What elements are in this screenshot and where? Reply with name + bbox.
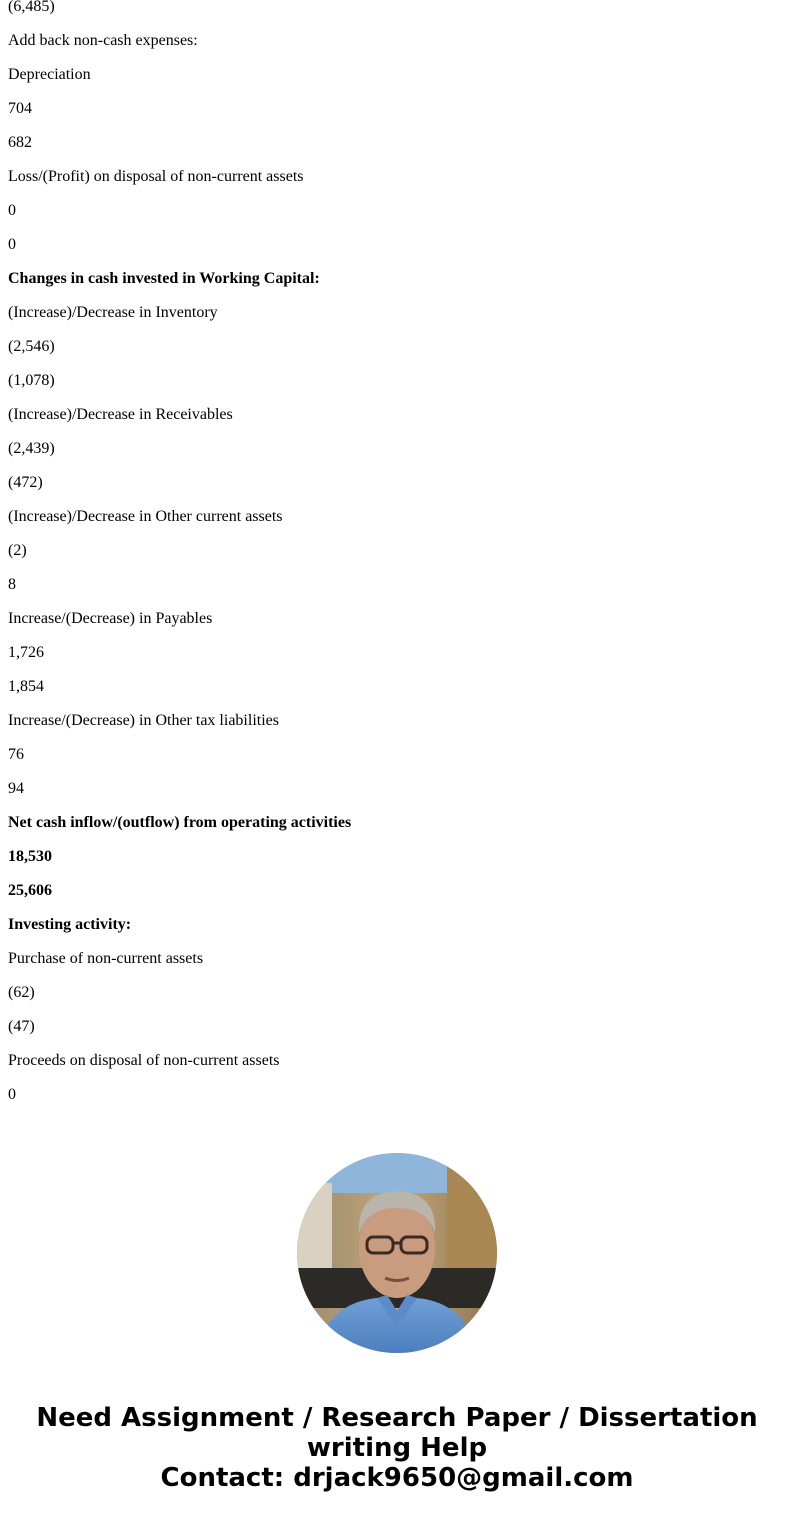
doc-line-19: Increase/(Decrease) in Payables: [8, 610, 213, 627]
cash-flow-document: [8, 0, 788, 1114]
doc-line-8: 0: [8, 236, 16, 253]
avatar-portrait-image: [297, 1153, 497, 1353]
promo-contact-email: Contact: drjack9650@gmail.com: [160, 1463, 634, 1493]
doc-line-24: 94: [8, 780, 24, 797]
doc-line-22: Increase/(Decrease) in Other tax liabilities: [8, 712, 279, 729]
doc-line-31: (47): [8, 1018, 35, 1035]
doc-line-12: (1,078): [8, 372, 55, 389]
doc-line-1: (6,485): [8, 0, 55, 15]
doc-line-16: (Increase)/Decrease in Other current assets: [8, 508, 283, 525]
doc-line-18: 8: [8, 576, 16, 593]
avatar: [297, 1153, 497, 1353]
doc-line-30: (62): [8, 984, 35, 1001]
section-heading-working-capital: Changes in cash invested in Working Capital:: [8, 270, 320, 287]
doc-line-33: 0: [8, 1086, 16, 1103]
doc-line-2: Add back non-cash expenses:: [8, 32, 198, 49]
doc-line-10: (Increase)/Decrease in Inventory: [8, 304, 218, 321]
doc-line-11: (2,546): [8, 338, 55, 355]
doc-line-20: 1,726: [8, 644, 44, 661]
section-heading-investing: Investing activity:: [8, 916, 132, 933]
doc-line-13: (Increase)/Decrease in Receivables: [8, 406, 233, 423]
doc-line-4: 704: [8, 100, 32, 117]
promo-line-1: Need Assignment / Research Paper / Dissertation: [36, 1403, 758, 1433]
doc-line-21: 1,854: [8, 678, 44, 695]
promo-banner: [0, 1403, 794, 1493]
doc-line-3: Depreciation: [8, 66, 91, 83]
doc-line-32: Proceeds on disposal of non-current assets: [8, 1052, 280, 1069]
doc-line-7: 0: [8, 202, 16, 219]
section-heading-net-operating: Net cash inflow/(outflow) from operating activities: [8, 814, 352, 831]
doc-line-23: 76: [8, 746, 24, 763]
net-operating-value-2: 25,606: [8, 882, 52, 899]
doc-line-15: (472): [8, 474, 43, 491]
doc-line-14: (2,439): [8, 440, 55, 457]
doc-line-17: (2): [8, 542, 27, 559]
doc-line-29: Purchase of non-current assets: [8, 950, 204, 967]
doc-line-6: Loss/(Profit) on disposal of non-current assets: [8, 168, 304, 185]
promo-line-2: writing Help: [306, 1433, 488, 1463]
net-operating-value-1: 18,530: [8, 848, 52, 865]
doc-line-5: 682: [8, 134, 32, 151]
